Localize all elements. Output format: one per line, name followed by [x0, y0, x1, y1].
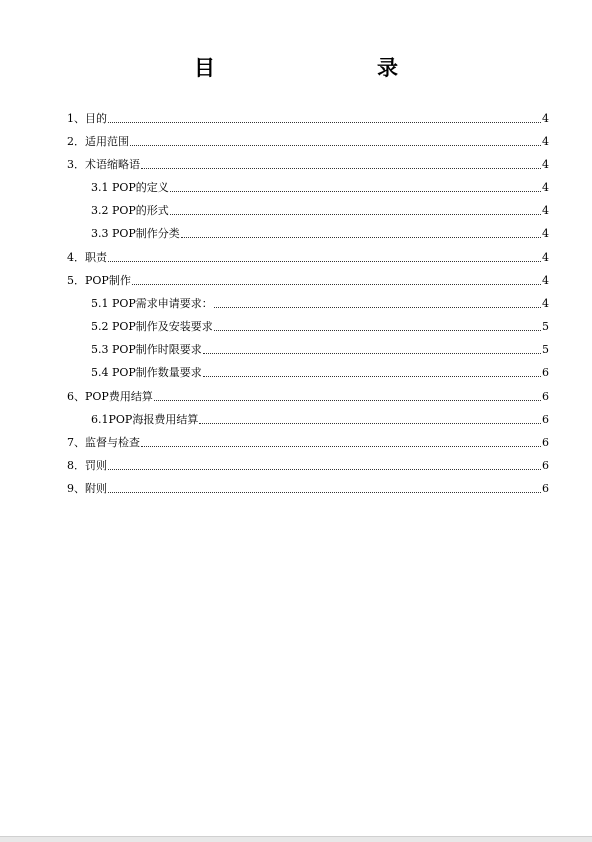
toc-entry[interactable] — [91, 316, 549, 334]
toc-entry-label: 5.4 POP制作数量要求 — [91, 366, 202, 379]
toc-title: 目 录 — [194, 56, 438, 80]
toc-entry[interactable] — [91, 339, 549, 357]
toc-entry-page: 5 — [542, 343, 549, 356]
toc-entry-label: 3.1 POP的定义 — [91, 181, 169, 194]
toc-entry-label: 2．适用范围 — [67, 135, 129, 148]
toc-leader-dots — [203, 352, 541, 354]
toc-entry-label: 5.3 POP制作时限要求 — [91, 343, 202, 356]
toc-leader-dots — [214, 306, 541, 308]
toc-entry-page: 6 — [542, 459, 549, 472]
toc-leader-dots — [141, 445, 541, 447]
toc-leader-dots — [170, 213, 541, 215]
toc-entry-label: 5.2 POP制作及安装要求 — [91, 320, 213, 333]
toc-entry[interactable] — [67, 247, 549, 265]
toc-entry[interactable] — [67, 154, 549, 172]
toc-entry-label: 5.1 POP需求申请要求： — [91, 297, 213, 310]
toc-entry-label: 8．罚则 — [67, 459, 107, 472]
toc-entry-label: 6、POP费用结算 — [67, 390, 153, 403]
toc-entry-page: 4 — [542, 227, 549, 240]
toc-leader-dots — [108, 468, 541, 470]
toc-entry[interactable] — [67, 478, 549, 496]
toc-leader-dots — [170, 190, 541, 192]
toc-entry[interactable] — [67, 108, 549, 126]
toc-entry-label: 3.2 POP的形式 — [91, 204, 169, 217]
toc-entry[interactable] — [91, 177, 549, 195]
toc-entry[interactable] — [91, 200, 549, 218]
toc-leader-dots — [181, 236, 541, 238]
toc-leader-dots — [132, 283, 541, 285]
toc-entry[interactable] — [67, 455, 549, 473]
toc-leader-dots — [108, 121, 541, 123]
toc-entry-page: 4 — [542, 158, 549, 171]
toc-leader-dots — [154, 399, 541, 401]
toc-entry[interactable] — [67, 131, 549, 149]
toc-entry[interactable] — [91, 362, 549, 380]
toc-leader-dots — [141, 167, 541, 169]
toc-entry-label: 3．术语缩略语 — [67, 158, 140, 171]
toc-entry-page: 4 — [542, 274, 549, 287]
toc-entry-label: 7、监督与检查 — [67, 436, 140, 449]
toc-entry-page: 6 — [542, 390, 549, 403]
toc-entry-page: 4 — [542, 297, 549, 310]
toc-entry-label: 4．职责 — [67, 251, 107, 264]
toc-entry-page: 6 — [542, 366, 549, 379]
toc-entry-page: 4 — [542, 135, 549, 148]
toc-entry[interactable] — [91, 409, 549, 427]
toc-leader-dots — [203, 375, 541, 377]
page-bottom-edge — [0, 836, 592, 842]
toc-entry[interactable] — [67, 432, 549, 450]
toc-entry-page: 4 — [542, 181, 549, 194]
toc-entry[interactable] — [67, 270, 549, 288]
toc-entry-page: 4 — [542, 251, 549, 264]
toc-leader-dots — [199, 422, 541, 424]
toc-entry-page: 6 — [542, 436, 549, 449]
toc-entry-label: 9、附则 — [67, 482, 107, 495]
toc-entry[interactable] — [91, 223, 549, 241]
toc-entry-label: 3.3 POP制作分类 — [91, 227, 180, 240]
toc-leader-dots — [214, 329, 541, 331]
toc-entry-page: 6 — [542, 413, 549, 426]
toc-entry-label: 1、目的 — [67, 112, 107, 125]
toc-entry[interactable] — [91, 293, 549, 311]
toc-leader-dots — [130, 144, 541, 146]
toc-entry-page: 4 — [542, 112, 549, 125]
toc-entry[interactable] — [67, 386, 549, 404]
toc-entry-label: 6.1POP海报费用结算 — [91, 413, 199, 426]
toc-leader-dots — [108, 260, 541, 262]
toc-entry-label: 5．POP制作 — [67, 274, 131, 287]
toc-entry-page: 6 — [542, 482, 549, 495]
toc-leader-dots — [108, 491, 541, 493]
toc-entry-page: 5 — [542, 320, 549, 333]
toc-entry-page: 4 — [542, 204, 549, 217]
